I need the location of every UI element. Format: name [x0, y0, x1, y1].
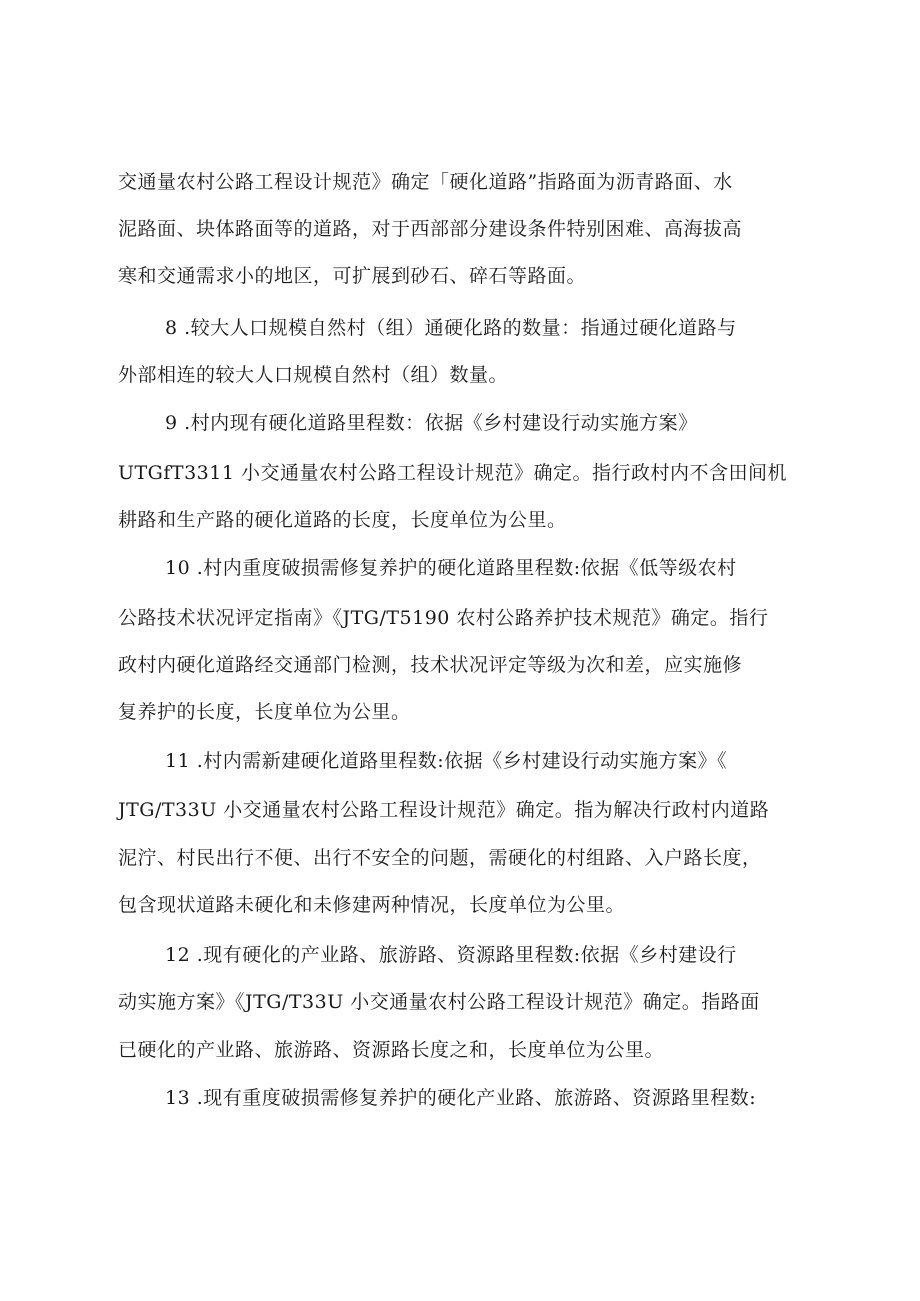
paragraph-9-line: 9 .村内现有硬化道路里程数：依据《乡村建设行动实施方案》: [165, 412, 698, 434]
paragraph-12-line: 12 .现有硬化的产业路、旅游路、资源路里程数:依据《乡村建设行: [165, 944, 737, 966]
paragraph-11-line: 11 .村内需新建硬化道路里程数:依据《乡村建设行动实施方案》《: [165, 750, 728, 772]
text-line: 泥路面、块体路面等的道路，对于西部部分建设条件特别困难、高海拔高: [118, 218, 743, 240]
text-line: 政村内硬化道路经交通部门检测，技术状况评定等级为次和差，应实施修: [118, 654, 743, 676]
text-line: 交通量农村公路工程设计规范》确定「硬化道路”指路面为沥青路面、水: [118, 171, 733, 193]
text-line: 包含现状道路未硬化和未修建两种情况，长度单位为公里。: [118, 894, 626, 916]
text-line: 动实施方案》《JTG/T33U 小交通量农村公路工程设计规范》确定。指路面: [118, 991, 760, 1013]
text-line: 耕路和生产路的硬化道路的长度，长度单位为公里。: [118, 509, 567, 531]
text-line: 外部相连的较大人口规模自然村（组）数量。: [118, 364, 509, 386]
text-line: 公路技术状况评定指南》《JTG/T5190 农村公路养护技术规范》确定。指行: [118, 607, 769, 629]
text-line: 复养护的长度，长度单位为公里。: [118, 701, 411, 723]
paragraph-8-line: 8 .较大人口规模自然村（组）通硬化路的数量：指通过硬化道路与: [165, 317, 737, 339]
text-line: 已硬化的产业路、旅游路、资源路长度之和，长度单位为公里。: [118, 1039, 665, 1061]
paragraph-10-line: 10 .村内重度破损需修复养护的硬化道路里程数:依据《低等级农村: [165, 557, 737, 579]
text-line: UTGfT3311 小交通量农村公路工程设计规范》确定。指行政村内不含田间机: [118, 462, 787, 484]
paragraph-13-line: 13 .现有重度破损需修复养护的硬化产业路、旅游路、资源路里程数:: [165, 1087, 757, 1109]
text-line: JTG/T33U 小交通量农村公路工程设计规范》确定。指为解决行政村内道路: [118, 799, 770, 821]
text-line: 寒和交通需求小的地区，可扩展到砂石、碎石等路面。: [118, 265, 587, 287]
text-line: 泥泞、村民出行不便、出行不安全的问题，需硬化的村组路、入户路长度，: [118, 847, 762, 869]
